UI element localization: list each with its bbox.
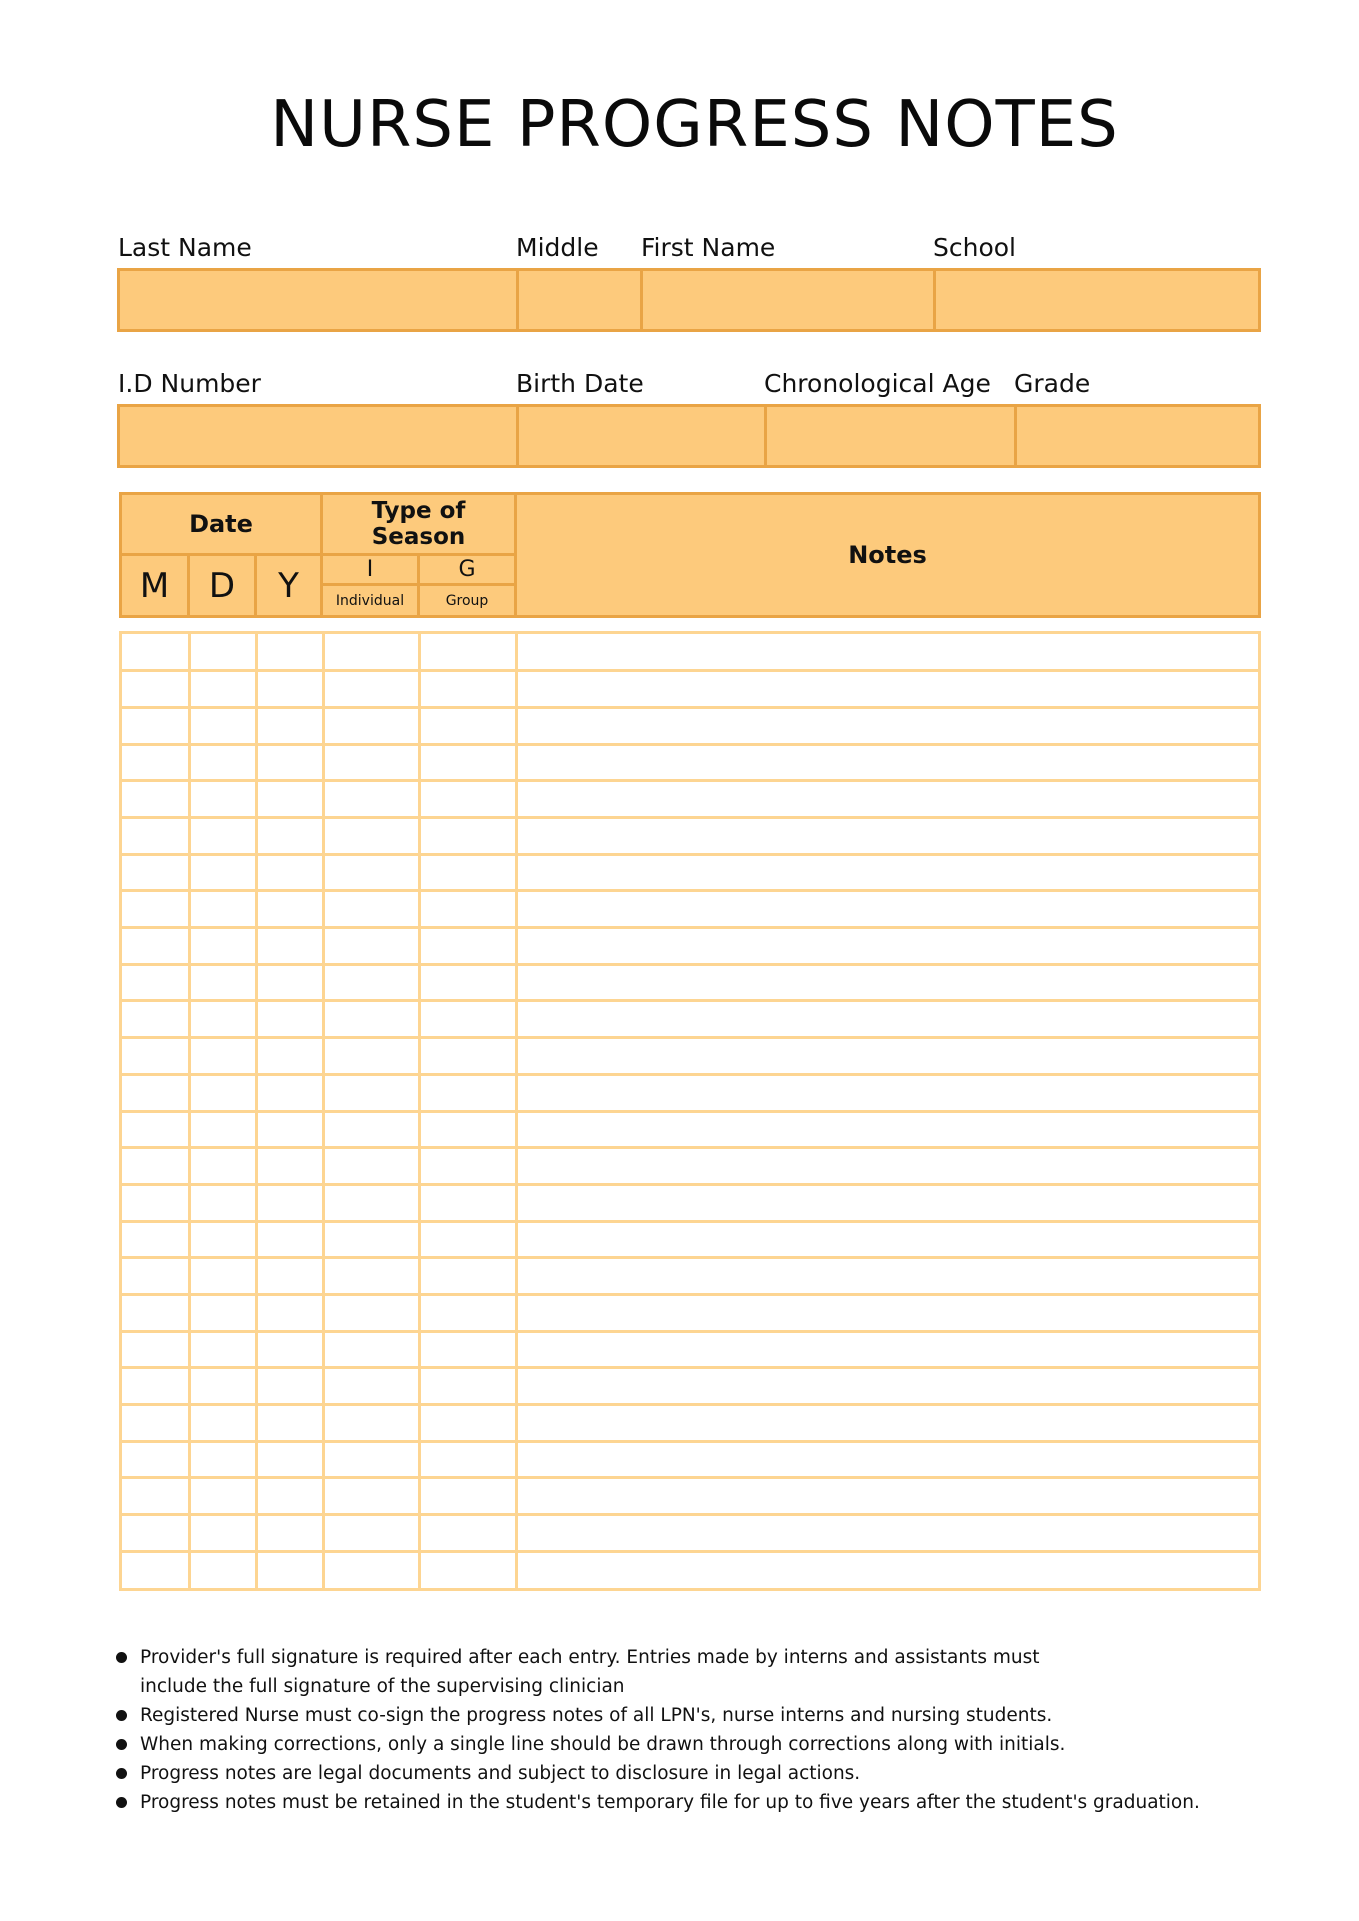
instruction-text: When making corrections, only a single line should be drawn through corrections along with initials. — [140, 1734, 1066, 1755]
instruction-item — [116, 1788, 1316, 1817]
name-fields-row — [117, 268, 1261, 332]
day-header: D — [190, 556, 257, 615]
bullet-icon — [116, 1739, 127, 1750]
birth-date-field[interactable] — [519, 407, 767, 465]
first-name-label: First Name — [641, 233, 776, 262]
instruction-item — [116, 1730, 1316, 1759]
table-row-divider — [122, 1256, 1258, 1259]
individual-label: Individual — [323, 586, 420, 615]
table-row-divider — [122, 1550, 1258, 1553]
first-name-field[interactable] — [643, 271, 936, 329]
grade-field[interactable] — [1017, 407, 1258, 465]
table-row-divider — [122, 963, 1258, 966]
table-row-divider — [122, 999, 1258, 1002]
table-column-divider — [255, 634, 258, 1588]
table-row-divider — [122, 1366, 1258, 1369]
instruction-item — [116, 1701, 1316, 1730]
instruction-item — [116, 1759, 1316, 1788]
instruction-item — [116, 1643, 1316, 1701]
chronological-age-label: Chronological Age — [764, 369, 991, 398]
table-row-divider — [122, 1073, 1258, 1076]
page-title: NURSE PROGRESS NOTES — [270, 88, 1119, 162]
instruction-text: Provider's full signature is required after each entry. Entries made by interns and assistants must include the full signature of the supervising clinician — [140, 1647, 1040, 1697]
table-row-divider — [122, 1036, 1258, 1039]
notes-grid — [119, 631, 1261, 1591]
table-row-divider — [122, 706, 1258, 709]
grade-label: Grade — [1014, 369, 1091, 398]
middle-name-label: Middle — [516, 233, 599, 262]
group-label: Group — [420, 586, 517, 615]
table-row-divider — [122, 1293, 1258, 1296]
table-row-divider — [122, 1403, 1258, 1406]
table-row-divider — [122, 1110, 1258, 1113]
instructions-list — [116, 1643, 1316, 1817]
table-row-divider — [122, 669, 1258, 672]
instruction-text: Progress notes must be retained in the student's temporary file for up to five years after the student's graduation. — [140, 1792, 1200, 1813]
table-column-divider — [418, 634, 421, 1588]
middle-name-field[interactable] — [519, 271, 643, 329]
table-row-divider — [122, 1183, 1258, 1186]
individual-code: I — [323, 556, 420, 586]
bullet-icon — [116, 1768, 127, 1779]
instruction-text: Registered Nurse must co-sign the progress notes of all LPN's, nurse interns and nursing students. — [140, 1705, 1053, 1726]
table-row-divider — [122, 853, 1258, 856]
chronological-age-field[interactable] — [767, 407, 1017, 465]
table-row-divider — [122, 1513, 1258, 1516]
school-field[interactable] — [936, 271, 1258, 329]
table-row-divider — [122, 1146, 1258, 1149]
table-header — [119, 492, 1261, 618]
last-name-label: Last Name — [118, 233, 252, 262]
date-header: Date — [122, 495, 323, 556]
table-column-divider — [322, 634, 325, 1588]
year-header: Y — [257, 556, 323, 615]
table-row-divider — [122, 816, 1258, 819]
bullet-icon — [116, 1797, 127, 1808]
table-column-divider — [515, 634, 518, 1588]
bullet-icon — [116, 1710, 127, 1721]
notes-header: Notes — [848, 541, 927, 569]
table-row-divider — [122, 1220, 1258, 1223]
bullet-icon — [116, 1652, 127, 1663]
type-of-season-header: Type of Season — [323, 495, 517, 556]
last-name-field[interactable] — [120, 271, 519, 329]
birth-date-label: Birth Date — [516, 369, 644, 398]
table-column-divider — [188, 634, 191, 1588]
school-label: School — [933, 233, 1016, 262]
month-header: M — [122, 556, 190, 615]
id-number-field[interactable] — [120, 407, 519, 465]
table-row-divider — [122, 779, 1258, 782]
table-row-divider — [122, 889, 1258, 892]
instruction-text: Progress notes are legal documents and subject to disclosure in legal actions. — [140, 1763, 861, 1784]
group-code: G — [420, 556, 517, 586]
table-row-divider — [122, 1440, 1258, 1443]
table-row-divider — [122, 1330, 1258, 1333]
table-row-divider — [122, 926, 1258, 929]
id-fields-row — [117, 404, 1261, 468]
table-row-divider — [122, 1476, 1258, 1479]
table-row-divider — [122, 743, 1258, 746]
id-number-label: I.D Number — [118, 369, 261, 398]
